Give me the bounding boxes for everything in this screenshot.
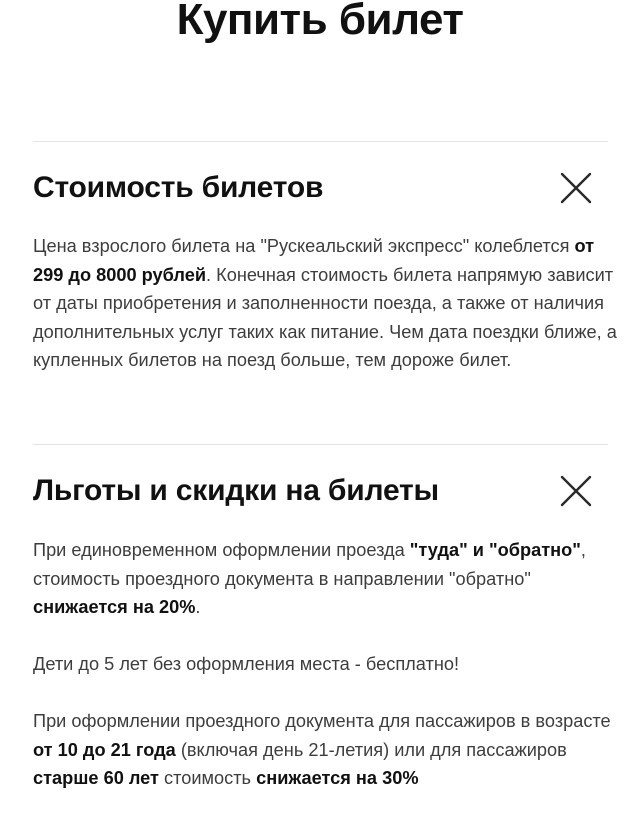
section-heading-ticket-cost[interactable]: Стоимость билетов	[33, 171, 324, 204]
divider	[33, 141, 608, 142]
paragraph: Цена взрослого билета на "Рускеальский экспресс" колеблется от 299 до 8000 рублей. Конечная стоимость билета напрямую зависит от даты приобретения и заполненности поезда, а также от наличия дополнительных услуг таких как питание. Чем дата поездки ближе, а купленных билетов на поезд больше, тем дороже билет.	[33, 236, 617, 370]
close-icon[interactable]	[559, 171, 593, 205]
section-body-ticket-cost	[33, 232, 618, 375]
section-heading-discounts[interactable]: Льготы и скидки на билеты	[33, 474, 439, 507]
age-range-highlight: от 10 до 21 года	[33, 739, 176, 760]
close-icon[interactable]	[559, 474, 593, 508]
price-range-highlight: от 299 до 8000 рублей	[33, 236, 595, 285]
paragraph: При оформлении проездного документа для пассажиров в возрасте от 10 до 21 года (включая день 21-летия) или для пассажиров старше 60 лет стоимость снижается на 30%	[33, 711, 611, 788]
senior-age-highlight: старше 60 лет	[33, 768, 159, 788]
discount-30-highlight: снижается на 30%	[256, 768, 419, 788]
discount-20-highlight: снижается на 20%	[33, 597, 196, 617]
round-trip-highlight: "туда" и "обратно"	[409, 540, 581, 560]
paragraph: Дети до 5 лет без оформления места - бесплатно!	[33, 654, 460, 674]
page-title: Купить билет	[176, 0, 464, 44]
divider	[33, 444, 608, 445]
section-body-discounts	[33, 536, 618, 793]
paragraph: При единовременном оформлении проезда "туда" и "обратно", стоимость проездного документа в направлении "обратно" снижается на 20%.	[33, 540, 586, 617]
